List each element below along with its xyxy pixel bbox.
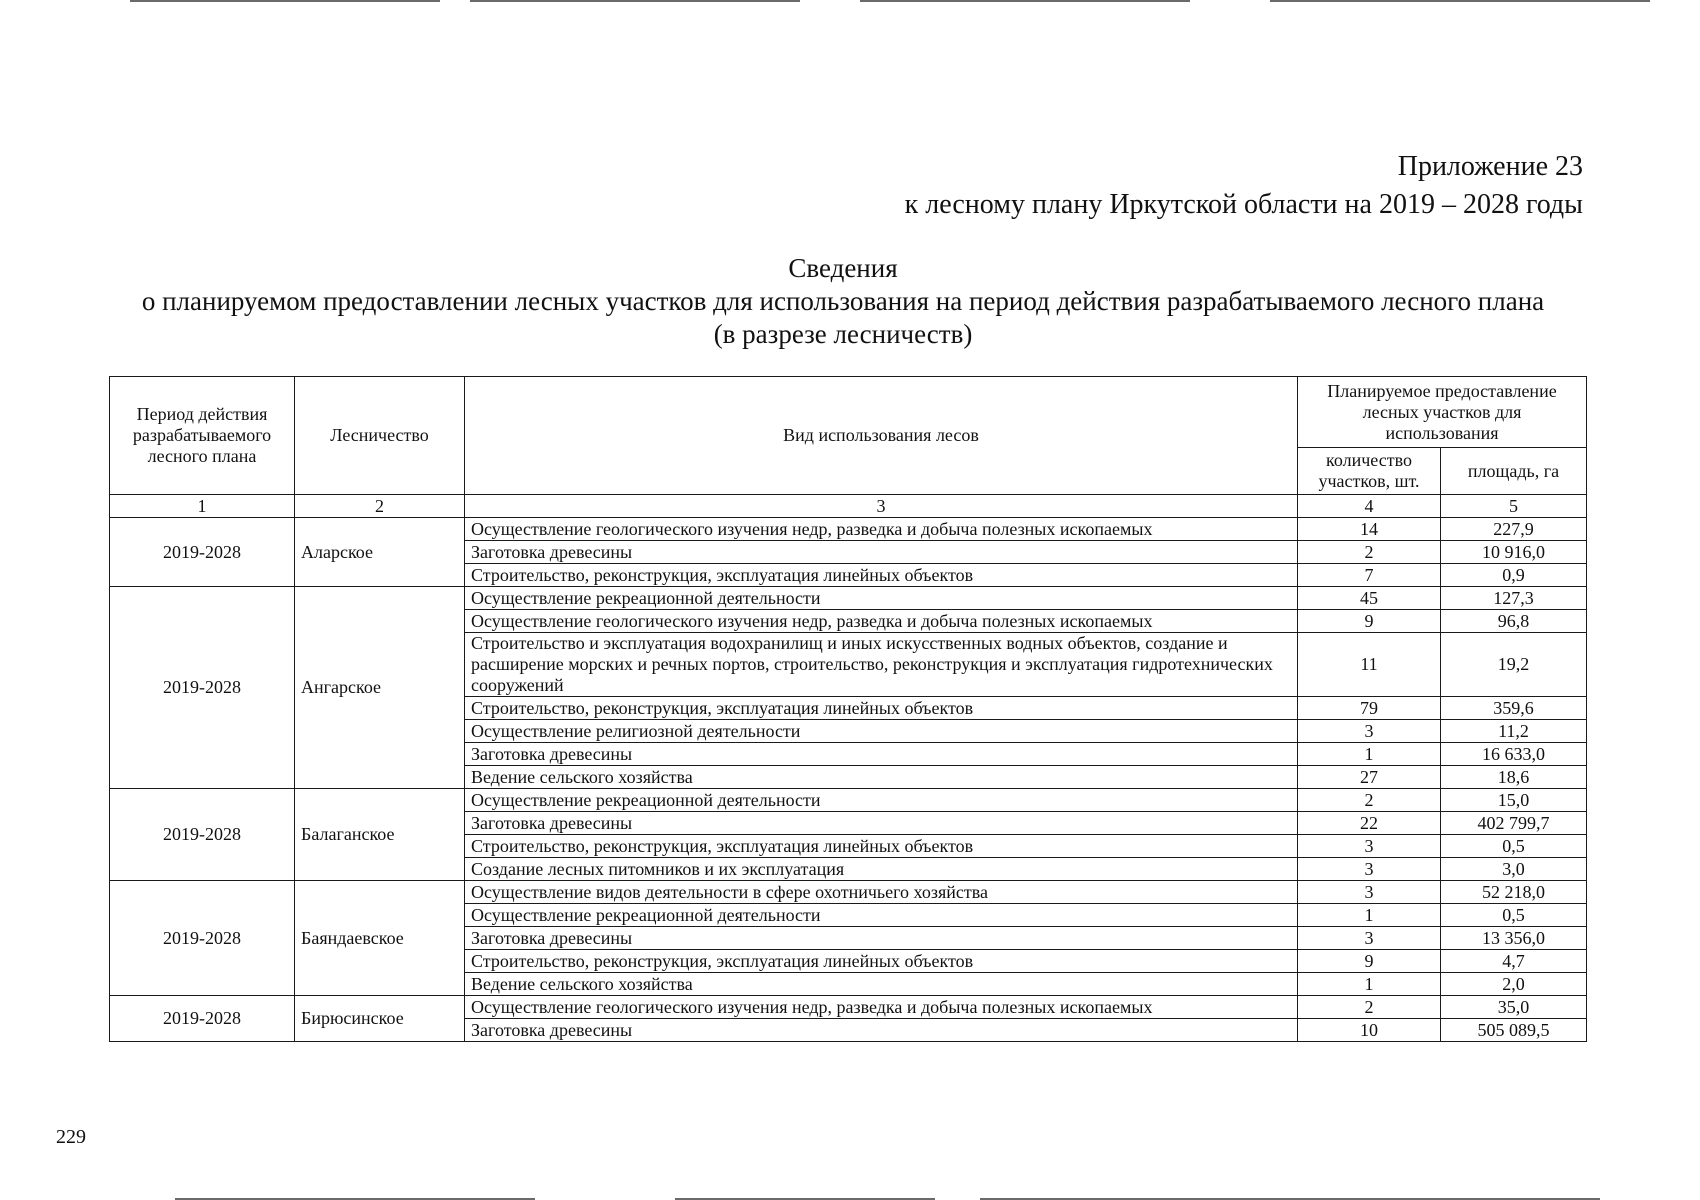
column-number: 3 bbox=[465, 495, 1298, 518]
use-cell: Ведение сельского хозяйства bbox=[465, 973, 1298, 996]
period-cell: 2019-2028 bbox=[110, 789, 295, 881]
table-row bbox=[110, 518, 1587, 541]
count-cell: 7 bbox=[1298, 564, 1441, 587]
scan-mark bbox=[470, 0, 800, 2]
count-cell: 10 bbox=[1298, 1019, 1441, 1042]
title-scope: (в разрезе лесничеств) bbox=[713, 319, 973, 349]
use-cell: Осуществление рекреационной деятельности bbox=[465, 587, 1298, 610]
header-use-type: Вид использования лесов bbox=[465, 377, 1298, 495]
table-row bbox=[110, 587, 1587, 610]
count-cell: 2 bbox=[1298, 541, 1441, 564]
table-row bbox=[110, 881, 1587, 904]
area-cell: 18,6 bbox=[1441, 766, 1587, 789]
count-cell: 14 bbox=[1298, 518, 1441, 541]
use-cell: Заготовка древесины bbox=[465, 541, 1298, 564]
use-cell: Заготовка древесины bbox=[465, 812, 1298, 835]
area-cell: 0,5 bbox=[1441, 835, 1587, 858]
area-cell: 227,9 bbox=[1441, 518, 1587, 541]
column-number: 1 bbox=[110, 495, 295, 518]
header-forestry: Лесничество bbox=[295, 377, 465, 495]
use-cell: Заготовка древесины bbox=[465, 743, 1298, 766]
area-cell: 35,0 bbox=[1441, 996, 1587, 1019]
use-cell: Создание лесных питомников и их эксплуатация bbox=[465, 858, 1298, 881]
forest-use-table bbox=[109, 376, 1587, 1042]
column-number-row bbox=[110, 495, 1587, 518]
use-cell: Строительство, реконструкция, эксплуатация линейных объектов bbox=[465, 697, 1298, 720]
count-cell: 3 bbox=[1298, 881, 1441, 904]
area-cell: 10 916,0 bbox=[1441, 541, 1587, 564]
count-cell: 3 bbox=[1298, 720, 1441, 743]
count-cell: 45 bbox=[1298, 587, 1441, 610]
period-cell: 2019-2028 bbox=[110, 996, 295, 1042]
area-cell: 0,5 bbox=[1441, 904, 1587, 927]
area-cell: 127,3 bbox=[1441, 587, 1587, 610]
use-cell: Осуществление геологического изучения недр, разведка и добыча полезных ископаемых bbox=[465, 996, 1298, 1019]
count-cell: 22 bbox=[1298, 812, 1441, 835]
table-header-row bbox=[110, 377, 1587, 448]
appendix-number: Приложение 23 bbox=[1397, 151, 1583, 182]
use-cell: Осуществление геологического изучения недр, разведка и добыча полезных ископаемых bbox=[465, 610, 1298, 633]
column-number: 5 bbox=[1441, 495, 1587, 518]
use-cell: Осуществление рекреационной деятельности bbox=[465, 789, 1298, 812]
area-cell: 359,6 bbox=[1441, 697, 1587, 720]
area-cell: 11,2 bbox=[1441, 720, 1587, 743]
use-cell: Осуществление религиозной деятельности bbox=[465, 720, 1298, 743]
period-cell: 2019-2028 bbox=[110, 881, 295, 996]
area-cell: 402 799,7 bbox=[1441, 812, 1587, 835]
count-cell: 9 bbox=[1298, 950, 1441, 973]
appendix-label bbox=[905, 148, 1583, 224]
header-count: количество участков, шт. bbox=[1298, 448, 1441, 495]
use-cell: Ведение сельского хозяйства bbox=[465, 766, 1298, 789]
area-cell: 505 089,5 bbox=[1441, 1019, 1587, 1042]
area-cell: 3,0 bbox=[1441, 858, 1587, 881]
header-area: площадь, га bbox=[1441, 448, 1587, 495]
area-cell: 13 356,0 bbox=[1441, 927, 1587, 950]
title-subject: о планируемом предоставлении лесных участков для использования на период действия разрабатываемого лесного плана bbox=[141, 286, 1545, 316]
scan-mark bbox=[860, 0, 1190, 2]
count-cell: 1 bbox=[1298, 743, 1441, 766]
count-cell: 79 bbox=[1298, 697, 1441, 720]
area-cell: 52 218,0 bbox=[1441, 881, 1587, 904]
scan-mark bbox=[1270, 0, 1650, 2]
column-number: 2 bbox=[295, 495, 465, 518]
count-cell: 1 bbox=[1298, 904, 1441, 927]
document-title bbox=[100, 252, 1586, 351]
count-cell: 2 bbox=[1298, 996, 1441, 1019]
use-cell: Осуществление рекреационной деятельности bbox=[465, 904, 1298, 927]
use-cell: Осуществление геологического изучения недр, разведка и добыча полезных ископаемых bbox=[465, 518, 1298, 541]
count-cell: 9 bbox=[1298, 610, 1441, 633]
forestry-cell: Аларское bbox=[295, 518, 465, 587]
use-cell: Заготовка древесины bbox=[465, 1019, 1298, 1042]
use-cell: Осуществление видов деятельности в сфере охотничьего хозяйства bbox=[465, 881, 1298, 904]
column-number: 4 bbox=[1298, 495, 1441, 518]
area-cell: 2,0 bbox=[1441, 973, 1587, 996]
appendix-reference: к лесному плану Иркутской области на 2019 – 2028 годы bbox=[904, 189, 1583, 220]
page-number: 229 bbox=[56, 1126, 86, 1148]
forestry-cell: Баяндаевское bbox=[295, 881, 465, 996]
use-cell: Заготовка древесины bbox=[465, 927, 1298, 950]
area-cell: 0,9 bbox=[1441, 564, 1587, 587]
count-cell: 3 bbox=[1298, 927, 1441, 950]
count-cell: 2 bbox=[1298, 789, 1441, 812]
title-heading: Сведения bbox=[788, 253, 898, 283]
scan-mark bbox=[130, 0, 440, 2]
area-cell: 96,8 bbox=[1441, 610, 1587, 633]
period-cell: 2019-2028 bbox=[110, 587, 295, 789]
area-cell: 16 633,0 bbox=[1441, 743, 1587, 766]
area-cell: 15,0 bbox=[1441, 789, 1587, 812]
area-cell: 4,7 bbox=[1441, 950, 1587, 973]
use-cell: Строительство, реконструкция, эксплуатация линейных объектов bbox=[465, 835, 1298, 858]
count-cell: 27 bbox=[1298, 766, 1441, 789]
table-row bbox=[110, 996, 1587, 1019]
count-cell: 11 bbox=[1298, 633, 1441, 697]
use-cell: Строительство и эксплуатация водохранилищ и иных искусственных водных объектов, создание и расширение морских и речных портов, строительство, реконструкция и эксплуатация гидротехнических сооружений bbox=[465, 633, 1298, 697]
count-cell: 3 bbox=[1298, 858, 1441, 881]
area-cell: 19,2 bbox=[1441, 633, 1587, 697]
forestry-cell: Ангарское bbox=[295, 587, 465, 789]
count-cell: 3 bbox=[1298, 835, 1441, 858]
count-cell: 1 bbox=[1298, 973, 1441, 996]
forestry-cell: Бирюсинское bbox=[295, 996, 465, 1042]
forestry-cell: Балаганское bbox=[295, 789, 465, 881]
header-planned: Планируемое предоставление лесных участков для использования bbox=[1298, 377, 1587, 448]
use-cell: Строительство, реконструкция, эксплуатация линейных объектов bbox=[465, 950, 1298, 973]
table-row bbox=[110, 789, 1587, 812]
use-cell: Строительство, реконструкция, эксплуатация линейных объектов bbox=[465, 564, 1298, 587]
header-period: Период действия разрабатываемого лесного плана bbox=[110, 377, 295, 495]
period-cell: 2019-2028 bbox=[110, 518, 295, 587]
